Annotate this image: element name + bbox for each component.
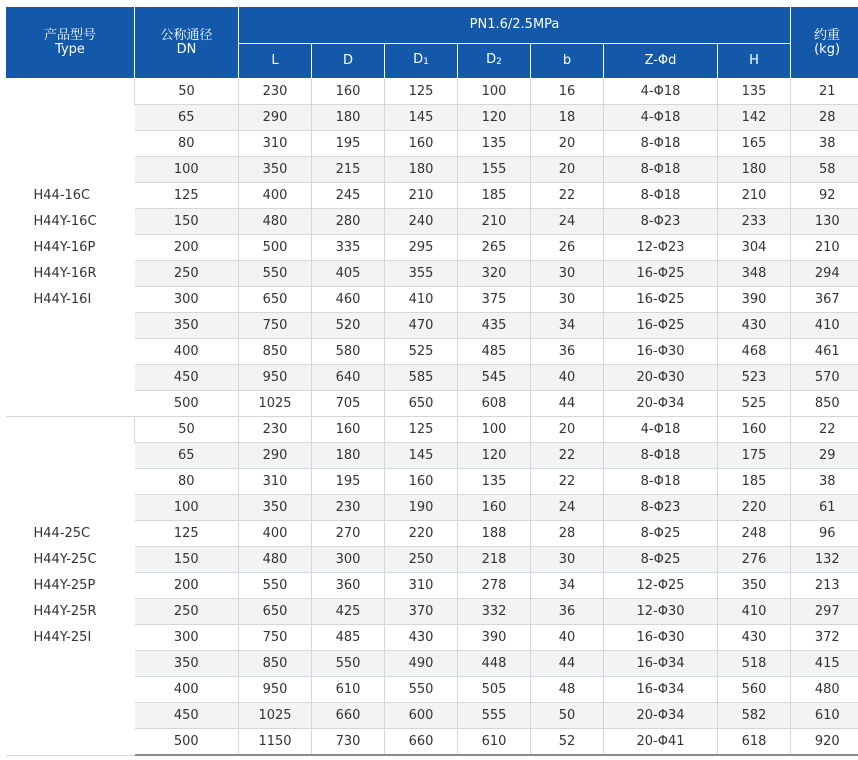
table-cell: 28 [531, 521, 604, 547]
table-cell: 230 [312, 495, 385, 521]
table-cell: 750 [239, 625, 312, 651]
table-cell: 8-Φ25 [604, 547, 718, 573]
header-type [6, 7, 135, 79]
table-cell: 40 [531, 625, 604, 651]
table-cell: 145 [385, 105, 458, 131]
type-model: H44-16C [33, 187, 91, 203]
type-model: H44Y-16I [33, 291, 92, 307]
table-cell: 348 [718, 261, 791, 287]
table-cell: 150 [135, 547, 239, 573]
table-cell: 132 [791, 547, 858, 573]
table-cell: 350 [239, 495, 312, 521]
table-cell: 8-Φ18 [604, 157, 718, 183]
table-cell: 44 [531, 651, 604, 677]
table-cell: 92 [791, 183, 858, 209]
table-cell: 100 [135, 495, 239, 521]
table-cell: 1025 [239, 391, 312, 417]
table-cell: 360 [312, 573, 385, 599]
table-cell: 22 [531, 183, 604, 209]
table-cell: 96 [791, 521, 858, 547]
header-col-main: Z-Φd [644, 52, 677, 68]
table-cell: 500 [239, 235, 312, 261]
header-weight [791, 7, 858, 79]
table-cell: 190 [385, 495, 458, 521]
table-cell: 180 [312, 105, 385, 131]
table-cell: 50 [135, 79, 239, 105]
table-cell: 610 [458, 729, 531, 756]
table-cell: 200 [135, 573, 239, 599]
table-cell: 210 [718, 183, 791, 209]
table-cell: 165 [718, 131, 791, 157]
table-cell: 30 [531, 547, 604, 573]
table-cell: 16-Φ25 [604, 261, 718, 287]
table-cell: 525 [385, 339, 458, 365]
table-cell: 218 [458, 547, 531, 573]
table-cell: 518 [718, 651, 791, 677]
table-cell: 12-Φ23 [604, 235, 718, 261]
table-cell: 950 [239, 365, 312, 391]
table-cell: 660 [312, 703, 385, 729]
table-cell: 135 [458, 469, 531, 495]
table-cell: 400 [135, 339, 239, 365]
table-cell: 240 [385, 209, 458, 235]
table-cell: 270 [312, 521, 385, 547]
table-cell: 200 [135, 235, 239, 261]
header-col-main: D [486, 51, 497, 67]
table-cell: 370 [385, 599, 458, 625]
table-cell: 250 [385, 547, 458, 573]
table-cell: 125 [135, 521, 239, 547]
table-cell: 20 [531, 131, 604, 157]
table-cell: 80 [135, 131, 239, 157]
table-cell: 185 [458, 183, 531, 209]
table-cell: 405 [312, 261, 385, 287]
table-cell: 213 [791, 573, 858, 599]
table-cell: 28 [791, 105, 858, 131]
table-cell: 372 [791, 625, 858, 651]
header-col-subscript: 2 [496, 56, 502, 67]
type-model: H44-25C [33, 525, 91, 541]
table-cell: 304 [718, 235, 791, 261]
table-cell: 30 [531, 287, 604, 313]
table-cell: 294 [791, 261, 858, 287]
table-cell: 36 [531, 599, 604, 625]
table-cell: 38 [791, 469, 858, 495]
table-cell: 480 [239, 209, 312, 235]
table-cell: 8-Φ18 [604, 469, 718, 495]
table-cell: 20 [531, 417, 604, 443]
table-cell: 560 [718, 677, 791, 703]
table-cell: 210 [791, 235, 858, 261]
table-cell: 367 [791, 287, 858, 313]
table-cell: 16-Φ25 [604, 287, 718, 313]
table-cell: 8-Φ23 [604, 209, 718, 235]
table-cell: 390 [718, 287, 791, 313]
table-cell: 570 [791, 365, 858, 391]
header-col-subscript: 1 [423, 56, 429, 67]
table-cell: 250 [135, 599, 239, 625]
table-cell: 650 [239, 287, 312, 313]
type-model: H44Y-25P [33, 577, 96, 593]
table-cell: 220 [718, 495, 791, 521]
table-cell: 461 [791, 339, 858, 365]
table-cell: 100 [458, 79, 531, 105]
table-cell: 80 [135, 469, 239, 495]
table-cell: 160 [458, 495, 531, 521]
table-cell: 125 [135, 183, 239, 209]
table-cell: 500 [135, 391, 239, 417]
table-cell: 250 [135, 261, 239, 287]
table-cell: 850 [239, 339, 312, 365]
table-cell: 30 [531, 261, 604, 287]
table-cell: 195 [312, 469, 385, 495]
header-type-cn: 产品型号 [43, 27, 96, 43]
table-cell: 12-Φ30 [604, 599, 718, 625]
table-cell: 24 [531, 495, 604, 521]
table-cell: 435 [458, 313, 531, 339]
table-cell: 750 [239, 313, 312, 339]
table-cell: 265 [458, 235, 531, 261]
type-model: H44Y-25R [33, 603, 97, 619]
table-cell: 20 [531, 157, 604, 183]
table-cell: 450 [135, 703, 239, 729]
table-cell: 120 [458, 443, 531, 469]
table-cell: 4-Φ18 [604, 79, 718, 105]
table-cell: 160 [312, 79, 385, 105]
table-header [6, 7, 858, 79]
header-pressure: PN1.6/2.5MPa [239, 7, 791, 44]
table-cell: 410 [385, 287, 458, 313]
header-col-2 [385, 43, 458, 79]
table-cell: 8-Φ18 [604, 183, 718, 209]
table-cell: 248 [718, 521, 791, 547]
table-cell: 290 [239, 105, 312, 131]
table-cell: 555 [458, 703, 531, 729]
table-cell: 210 [385, 183, 458, 209]
table-cell: 310 [239, 131, 312, 157]
table-cell: 332 [458, 599, 531, 625]
header-col-main: b [562, 52, 572, 68]
table-cell: 52 [531, 729, 604, 756]
table-cell: 1150 [239, 729, 312, 756]
table-cell: 100 [458, 417, 531, 443]
table-cell: 276 [718, 547, 791, 573]
table-cell: 310 [385, 573, 458, 599]
table-cell: 145 [385, 443, 458, 469]
table-cell: 470 [385, 313, 458, 339]
header-dn-cn: 公称通径 [160, 27, 213, 43]
header-col-6 [718, 43, 791, 79]
table-cell: 29 [791, 443, 858, 469]
header-col-3 [458, 43, 531, 79]
header-col-main: L [271, 52, 279, 68]
table-cell: 278 [458, 573, 531, 599]
table-cell: 195 [312, 131, 385, 157]
header-col-5 [604, 43, 718, 79]
table-cell: 350 [135, 313, 239, 339]
table-cell: 21 [791, 79, 858, 105]
table-cell: 430 [385, 625, 458, 651]
table-cell: 610 [312, 677, 385, 703]
table-cell: 430 [718, 313, 791, 339]
table-cell: 375 [458, 287, 531, 313]
header-dn [135, 7, 239, 79]
table-cell: 130 [791, 209, 858, 235]
table-cell: 480 [791, 677, 858, 703]
header-col-1 [312, 43, 385, 79]
table-cell: 355 [385, 261, 458, 287]
type-model: H44Y-16P [33, 239, 96, 255]
table-cell: 468 [718, 339, 791, 365]
table-cell: 16-Φ25 [604, 313, 718, 339]
table-cell: 500 [135, 729, 239, 756]
table-cell: 18 [531, 105, 604, 131]
table-cell: 350 [718, 573, 791, 599]
table-cell: 295 [385, 235, 458, 261]
type-model: H44Y-16C [33, 213, 97, 229]
table-cell: 12-Φ25 [604, 573, 718, 599]
table-cell: 44 [531, 391, 604, 417]
table-cell: 160 [718, 417, 791, 443]
table-cell: 525 [718, 391, 791, 417]
table-cell: 188 [458, 521, 531, 547]
table-cell: 300 [135, 625, 239, 651]
table-cell: 22 [531, 469, 604, 495]
type-cell [6, 79, 135, 417]
table-cell: 335 [312, 235, 385, 261]
table-cell: 142 [718, 105, 791, 131]
table-cell: 410 [791, 313, 858, 339]
table-cell: 135 [458, 131, 531, 157]
table-cell: 580 [312, 339, 385, 365]
table-cell: 185 [718, 469, 791, 495]
table-cell: 450 [135, 365, 239, 391]
table-cell: 220 [385, 521, 458, 547]
header-col-0 [239, 43, 312, 79]
table-cell: 230 [239, 417, 312, 443]
table-cell: 50 [135, 417, 239, 443]
table-cell: 400 [135, 677, 239, 703]
table-cell: 480 [239, 547, 312, 573]
table-cell: 485 [312, 625, 385, 651]
table-cell: 65 [135, 443, 239, 469]
table-cell: 40 [531, 365, 604, 391]
table-cell: 8-Φ18 [604, 443, 718, 469]
table-cell: 4-Φ18 [604, 417, 718, 443]
table-cell: 550 [239, 261, 312, 287]
table-cell: 160 [385, 131, 458, 157]
table-cell: 705 [312, 391, 385, 417]
table-cell: 485 [458, 339, 531, 365]
table-cell: 320 [458, 261, 531, 287]
table-cell: 390 [458, 625, 531, 651]
table-cell: 523 [718, 365, 791, 391]
table-cell: 20-Φ41 [604, 729, 718, 756]
table-row [6, 417, 858, 443]
table-cell: 38 [791, 131, 858, 157]
table-cell: 180 [718, 157, 791, 183]
table-cell: 180 [312, 443, 385, 469]
header-col-4 [531, 43, 604, 79]
header-col-main: H [749, 52, 759, 68]
table-cell: 350 [239, 157, 312, 183]
table-cell: 410 [718, 599, 791, 625]
table-cell: 100 [135, 157, 239, 183]
type-model: H44Y-16R [33, 265, 97, 281]
header-col-main: D [413, 51, 424, 67]
table-cell: 280 [312, 209, 385, 235]
table-cell: 125 [385, 417, 458, 443]
table-cell: 920 [791, 729, 858, 756]
table-cell: 297 [791, 599, 858, 625]
table-cell: 150 [135, 209, 239, 235]
table-cell: 350 [135, 651, 239, 677]
table-cell: 640 [312, 365, 385, 391]
table-cell: 415 [791, 651, 858, 677]
table-cell: 16-Φ30 [604, 339, 718, 365]
table-cell: 425 [312, 599, 385, 625]
table-cell: 135 [718, 79, 791, 105]
table-cell: 400 [239, 521, 312, 547]
table-cell: 1025 [239, 703, 312, 729]
table-cell: 26 [531, 235, 604, 261]
table-cell: 175 [718, 443, 791, 469]
table-cell: 20-Φ34 [604, 391, 718, 417]
table-cell: 34 [531, 573, 604, 599]
table-cell: 8-Φ25 [604, 521, 718, 547]
group-pn16 [6, 79, 858, 417]
header-weight-cn: 约重 [814, 27, 841, 43]
table-cell: 155 [458, 157, 531, 183]
table-cell: 550 [385, 677, 458, 703]
table-cell: 16-Φ30 [604, 625, 718, 651]
table-cell: 300 [135, 287, 239, 313]
table-cell: 160 [385, 469, 458, 495]
table-cell: 180 [385, 157, 458, 183]
table-cell: 850 [791, 391, 858, 417]
table-cell: 545 [458, 365, 531, 391]
table-cell: 660 [385, 729, 458, 756]
table-cell: 58 [791, 157, 858, 183]
table-cell: 16-Φ34 [604, 677, 718, 703]
table-cell: 505 [458, 677, 531, 703]
table-cell: 20-Φ30 [604, 365, 718, 391]
table-cell: 300 [312, 547, 385, 573]
spec-table-container [5, 6, 853, 756]
spec-table [5, 6, 858, 756]
table-cell: 950 [239, 677, 312, 703]
table-cell: 585 [385, 365, 458, 391]
table-cell: 215 [312, 157, 385, 183]
header-weight-en: (kg) [814, 41, 841, 57]
table-cell: 233 [718, 209, 791, 235]
table-cell: 8-Φ23 [604, 495, 718, 521]
table-cell: 490 [385, 651, 458, 677]
table-cell: 245 [312, 183, 385, 209]
table-cell: 650 [385, 391, 458, 417]
table-cell: 16 [531, 79, 604, 105]
header-col-main: D [342, 52, 353, 68]
header-dn-en: DN [176, 41, 197, 57]
type-model: H44Y-25I [33, 629, 92, 645]
table-cell: 48 [531, 677, 604, 703]
table-cell: 618 [718, 729, 791, 756]
table-row [6, 79, 858, 105]
table-cell: 608 [458, 391, 531, 417]
table-cell: 730 [312, 729, 385, 756]
table-cell: 460 [312, 287, 385, 313]
table-cell: 448 [458, 651, 531, 677]
table-cell: 24 [531, 209, 604, 235]
table-cell: 520 [312, 313, 385, 339]
table-cell: 230 [239, 79, 312, 105]
table-cell: 4-Φ18 [604, 105, 718, 131]
header-type-en: Type [55, 41, 85, 57]
table-cell: 50 [531, 703, 604, 729]
table-cell: 120 [458, 105, 531, 131]
type-model: H44Y-25C [33, 551, 97, 567]
type-cell [6, 417, 135, 756]
table-cell: 8-Φ18 [604, 131, 718, 157]
group-pn25 [6, 417, 858, 756]
table-cell: 430 [718, 625, 791, 651]
table-cell: 22 [531, 443, 604, 469]
table-cell: 125 [385, 79, 458, 105]
table-cell: 160 [312, 417, 385, 443]
table-cell: 20-Φ34 [604, 703, 718, 729]
table-cell: 582 [718, 703, 791, 729]
table-cell: 310 [239, 469, 312, 495]
table-cell: 290 [239, 443, 312, 469]
table-cell: 610 [791, 703, 858, 729]
table-cell: 550 [312, 651, 385, 677]
table-cell: 22 [791, 417, 858, 443]
table-cell: 61 [791, 495, 858, 521]
table-cell: 550 [239, 573, 312, 599]
table-cell: 65 [135, 105, 239, 131]
table-cell: 210 [458, 209, 531, 235]
table-cell: 16-Φ34 [604, 651, 718, 677]
table-cell: 600 [385, 703, 458, 729]
table-cell: 36 [531, 339, 604, 365]
table-cell: 34 [531, 313, 604, 339]
table-cell: 400 [239, 183, 312, 209]
table-cell: 850 [239, 651, 312, 677]
table-cell: 650 [239, 599, 312, 625]
